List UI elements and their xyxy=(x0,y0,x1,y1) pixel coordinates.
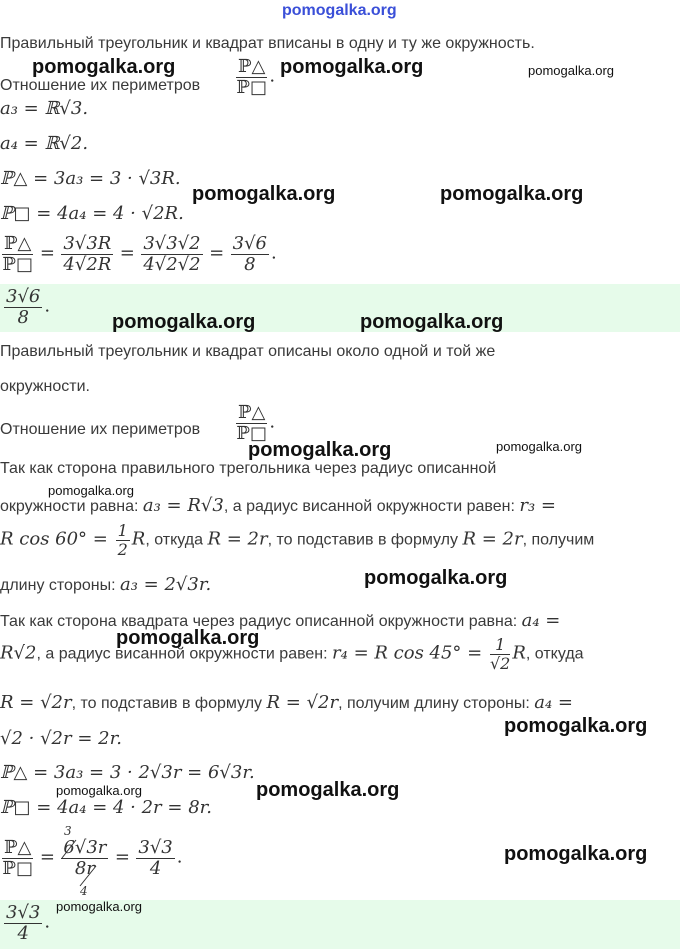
part1-line2: Отношение их периметров xyxy=(0,77,201,94)
part1-ratio-chain: $\frac{\text{ℙ△}}{\text{ℙ□}}$ = $\frac{3√3R}{4√2R}$ = $\frac{3√3√2}{4√2√2}$ = $\frac{3√6}{8}$ . xyxy=(2,233,277,275)
part1-formula-p3: ℙ△ = 3a₃ = 3 · √3R. xyxy=(0,168,181,189)
part2-p1-line4: длину стороны: a₃ = 2√3r. xyxy=(0,574,212,595)
cancel-bottom-digit: 4 xyxy=(80,884,88,898)
watermark-4[interactable]: pomogalka.org xyxy=(192,183,336,205)
part2-line2: окружности. xyxy=(0,378,90,395)
part1-ratio-label: $\frac{\text{ℙ△}}{\text{ℙ□}}$ . xyxy=(236,56,276,98)
watermark-14[interactable]: pomogalka.org xyxy=(256,779,400,801)
watermark-8[interactable]: pomogalka.org xyxy=(248,439,392,461)
part2-ratio-label: $\frac{\text{ℙ△}}{\text{ℙ□}}$ . xyxy=(236,402,276,444)
part2-p1-line2: окружности равна: a₃ = R√3, а радиус висанной окружности равен: r₃ = xyxy=(0,495,556,516)
part2-line3: Отношение их периметров xyxy=(0,421,201,438)
watermark-1[interactable]: pomogalka.org xyxy=(32,56,176,78)
watermark-13[interactable]: pomogalka.org xyxy=(504,715,648,737)
part2-formula-p3: ℙ△ = 3a₃ = 3 · 2√3r = 6√3r. xyxy=(0,762,255,783)
watermark-12[interactable]: pomogalka.org xyxy=(116,627,260,649)
watermark-9[interactable]: pomogalka.org xyxy=(496,439,582,454)
part2-ratio-chain: $\frac{\text{ℙ△}}{\text{ℙ□}}$ = $\frac{6√3r}{8r}$ = $\frac{3√3}{4}$ . xyxy=(2,837,183,879)
watermark-11[interactable]: pomogalka.org xyxy=(364,567,508,589)
watermark-2[interactable]: pomogalka.org xyxy=(280,56,424,78)
part2-formula-p4: ℙ□ = 4a₄ = 4 · 2r = 8r. xyxy=(0,797,212,818)
watermark-7[interactable]: pomogalka.org xyxy=(360,311,504,333)
part2-p2-line4: √2 · √2r = 2r. xyxy=(0,728,122,749)
part1-formula-p4: ℙ□ = 4a₄ = 4 · √2R. xyxy=(0,203,184,224)
answer-band-1 xyxy=(0,284,680,332)
part2-p2-line2: R√2, а радиус висанной окружности равен: r₄ = R cos 45° = $\frac{1}{√2}$ R, откуда xyxy=(0,635,584,673)
part1-formula-a3: a₃ = ℝ√3. xyxy=(0,98,89,119)
watermark-5[interactable]: pomogalka.org xyxy=(440,183,584,205)
part2-p1-line1: Так как сторона правильного трегольника через радиус описанной xyxy=(0,460,497,477)
part2-answer: $\frac{3√3}{4}$ . xyxy=(6,902,51,944)
part1-formula-a4: a₄ = ℝ√2. xyxy=(0,133,89,154)
part2-p1-line3: R cos 60° = $\frac{1}{2}$ R, откуда R = 2r, то подставив в формулу R = 2r, получим xyxy=(0,521,595,559)
cancel-top-digit: 3 xyxy=(64,824,72,838)
part2-p2-line1: Так как сторона квадрата через радиус описанной окружности равна: a₄ = xyxy=(0,610,561,631)
watermark-top[interactable]: pomogalka.org xyxy=(282,2,397,19)
watermark-3[interactable]: pomogalka.org xyxy=(528,63,614,78)
cancelled-fraction: $\frac{6√3r}{8r}$ xyxy=(63,837,107,879)
watermark-6[interactable]: pomogalka.org xyxy=(112,311,256,333)
watermark-16[interactable]: pomogalka.org xyxy=(504,843,648,865)
part1-answer: $\frac{3√6}{8}$ . xyxy=(6,286,51,328)
part1-line1: Правильный треугольник и квадрат вписаны в одну и ту же окружность. xyxy=(0,35,535,52)
watermark-15[interactable]: pomogalka.org xyxy=(56,783,142,798)
cancel-strokes xyxy=(60,838,120,888)
part2-p2-line3: R = √2r, то подставив в формулу R = √2r, получим длину стороны: a₄ = xyxy=(0,692,573,713)
watermark-17[interactable]: pomogalka.org xyxy=(56,899,142,914)
part2-line1: Правильный треугольник и квадрат описаны около одной и той же xyxy=(0,343,496,360)
watermark-10[interactable]: pomogalka.org xyxy=(48,483,134,498)
